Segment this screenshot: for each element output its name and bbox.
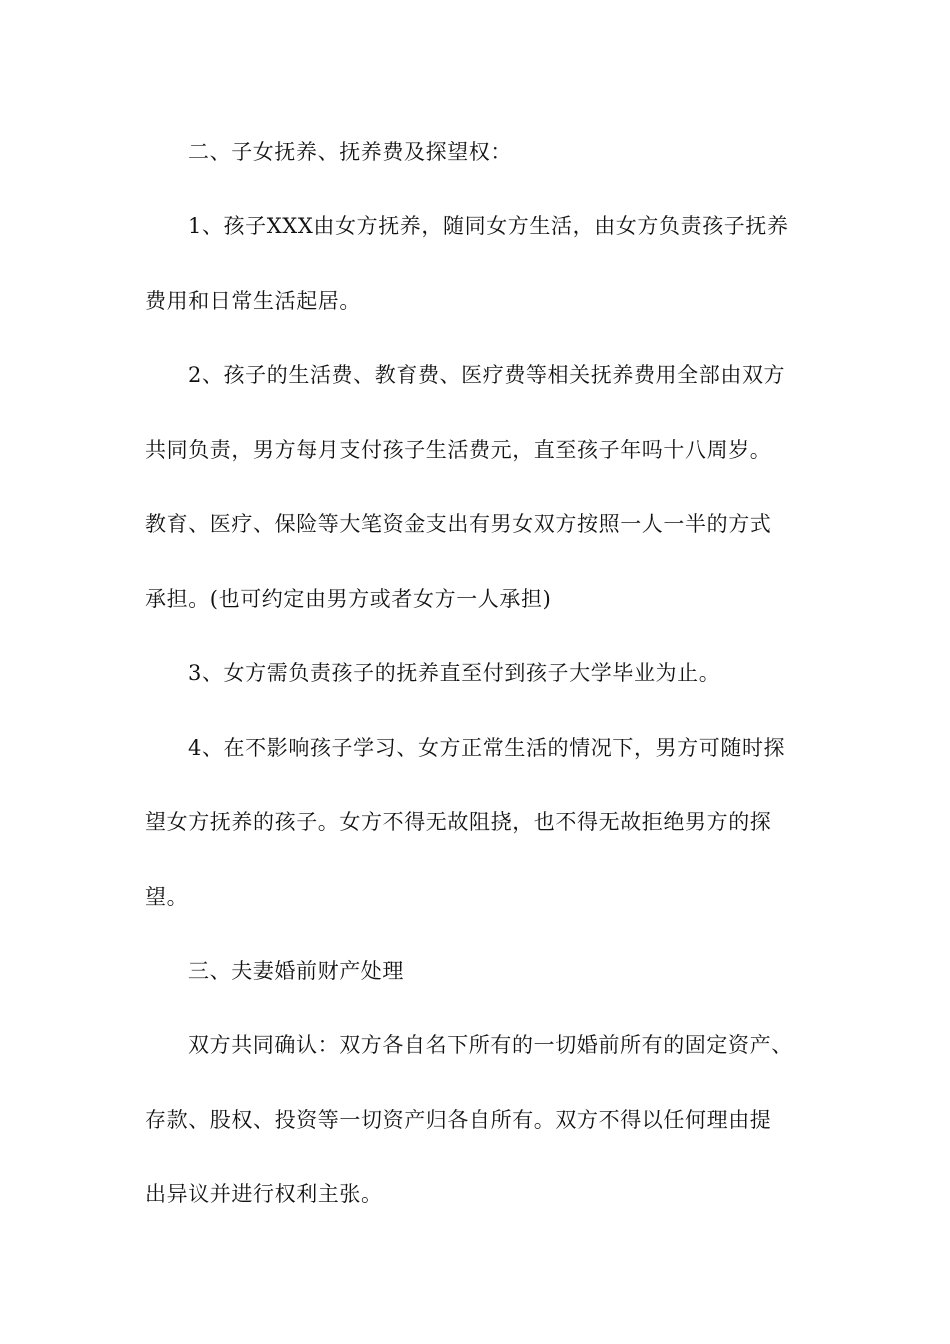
paragraph-line: 出异议并进行权利主张。 <box>145 1182 383 1206</box>
section-heading-child-custody: 二、子女抚养、抚养费及探望权： <box>188 140 512 164</box>
paragraph-line: 存款、股权、投资等一切资产归各自所有。双方不得以任何理由提 <box>145 1108 772 1132</box>
paragraph-line: 望。 <box>145 885 189 909</box>
section-heading-premarital-property: 三、夫妻婚前财产处理 <box>188 959 404 983</box>
paragraph-line: 双方共同确认：双方各自名下所有的一切婚前所有的固定资产、 <box>188 1033 793 1057</box>
paragraph-line: 4、在不影响孩子学习、女方正常生活的情况下，男方可随时探 <box>188 736 786 760</box>
paragraph-line: 费用和日常生活起居。 <box>145 289 361 313</box>
paragraph-line: 1、孩子XXX由女方抚养，随同女方生活，由女方负责孩子抚养 <box>188 214 789 238</box>
paragraph-line: 3、女方需负责孩子的抚养直至付到孩子大学毕业为止。 <box>188 661 721 685</box>
paragraph-line: 2、孩子的生活费、教育费、医疗费等相关抚养费用全部由双方 <box>188 363 786 387</box>
paragraph-line: 望女方抚养的孩子。女方不得无故阻挠，也不得无故拒绝男方的探 <box>145 810 772 834</box>
paragraph-line: 教育、医疗、保险等大笔资金支出有男女双方按照一人一半的方式 <box>145 512 772 536</box>
paragraph-line: 共同负责，男方每月支付孩子生活费元，直至孩子年吗十八周岁。 <box>145 438 772 462</box>
paragraph-line: 承担。(也可约定由男方或者女方一人承担) <box>145 587 552 611</box>
